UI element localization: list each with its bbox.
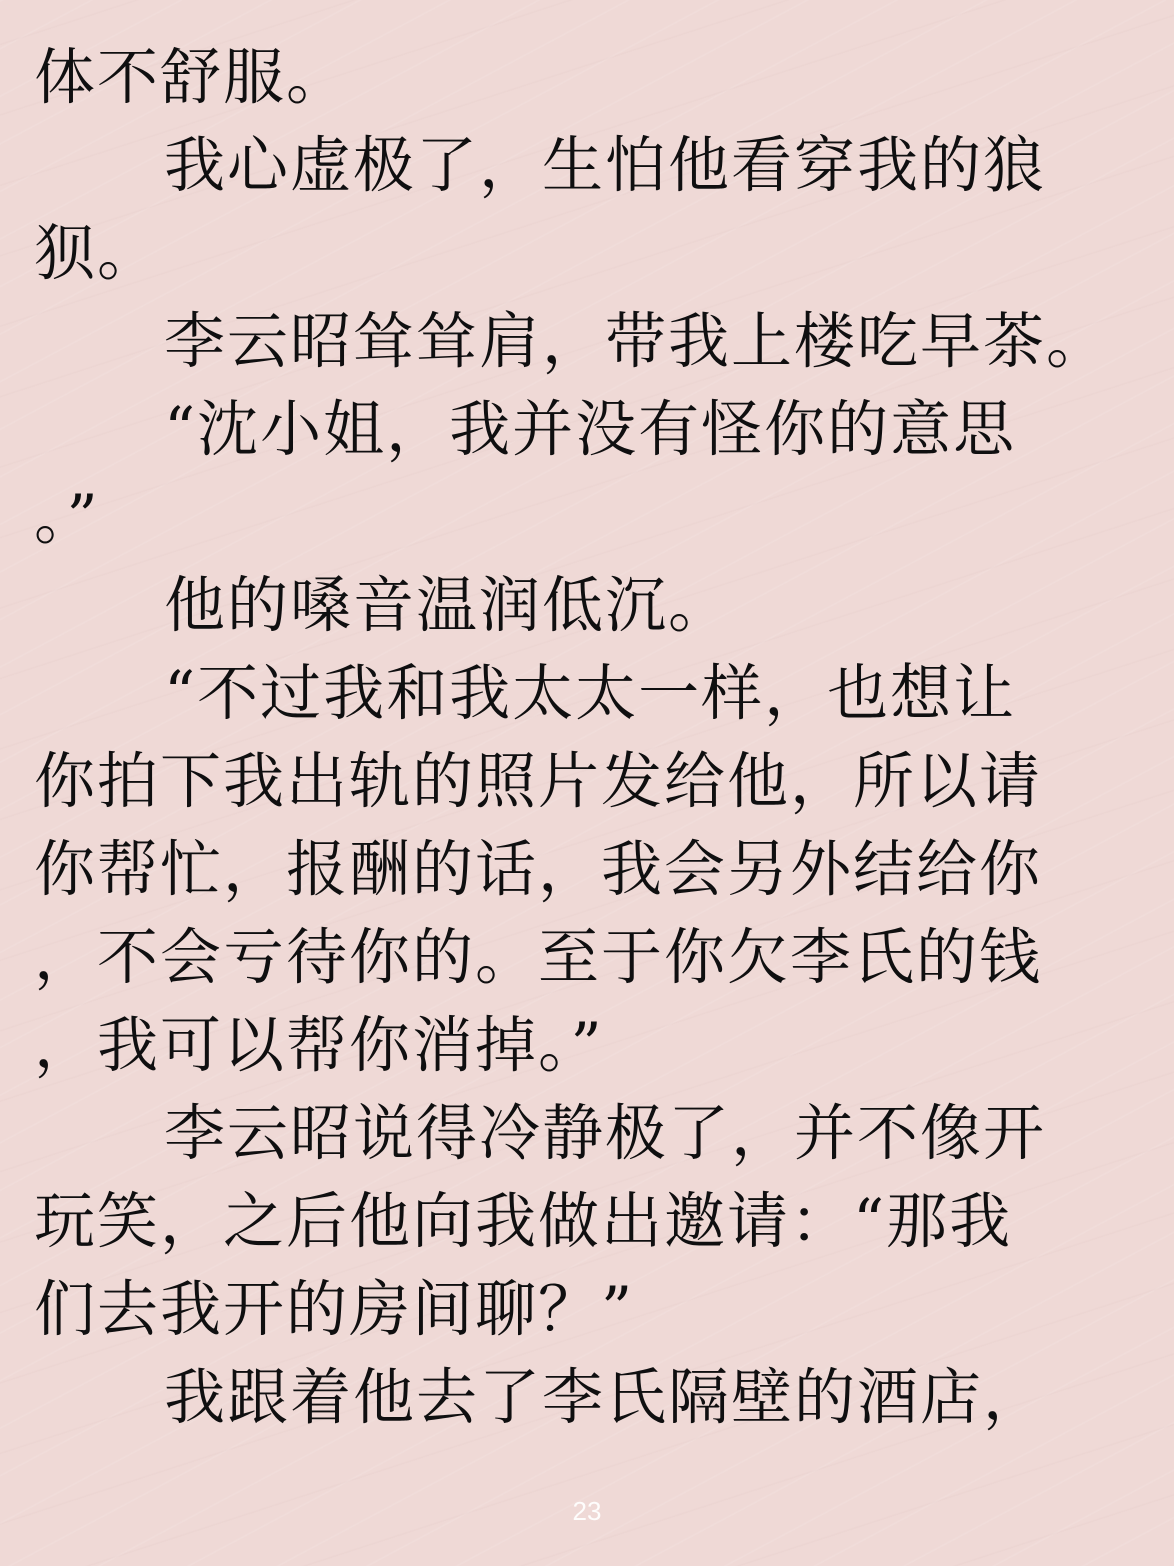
page-number: 23 [572,1496,602,1526]
text-line-6: 。” [34,482,100,553]
text-line-7: 他的嗓音温润低沉。 [164,570,732,641]
text-line-14: 玩笑，之后他向我做出邀请：“那我 [34,1186,1013,1257]
text-line-12: ，我可以帮你消掉。” [34,1010,604,1081]
text-line-9: 你拍下我出轨的照片发给他，所以请 [34,746,1043,817]
text-line-3: 狈。 [34,218,161,289]
text-line-16: 我跟着他去了李氏隔壁的酒店， [164,1362,1047,1433]
text-line-10: 你帮忙，报酬的话，我会另外结给你 [34,834,1043,905]
text-line-4: 李云昭耸耸肩，带我上楼吃早茶。 [164,306,1110,377]
text-line-8: “不过我和我太太一样，也想让 [164,658,1017,729]
text-line-15: 们去我开的房间聊？” [34,1274,635,1345]
text-line-2: 我心虚极了，生怕他看穿我的狼 [164,130,1047,201]
text-line-11: ，不会亏待你的。至于你欠李氏的钱 [34,922,1043,993]
text-line-13: 李云昭说得冷静极了，并不像开 [164,1098,1047,1169]
text-line-5: “沈小姐，我并没有怪你的意思 [164,394,1017,465]
text-line-1: 体不舒服。 [34,42,350,113]
